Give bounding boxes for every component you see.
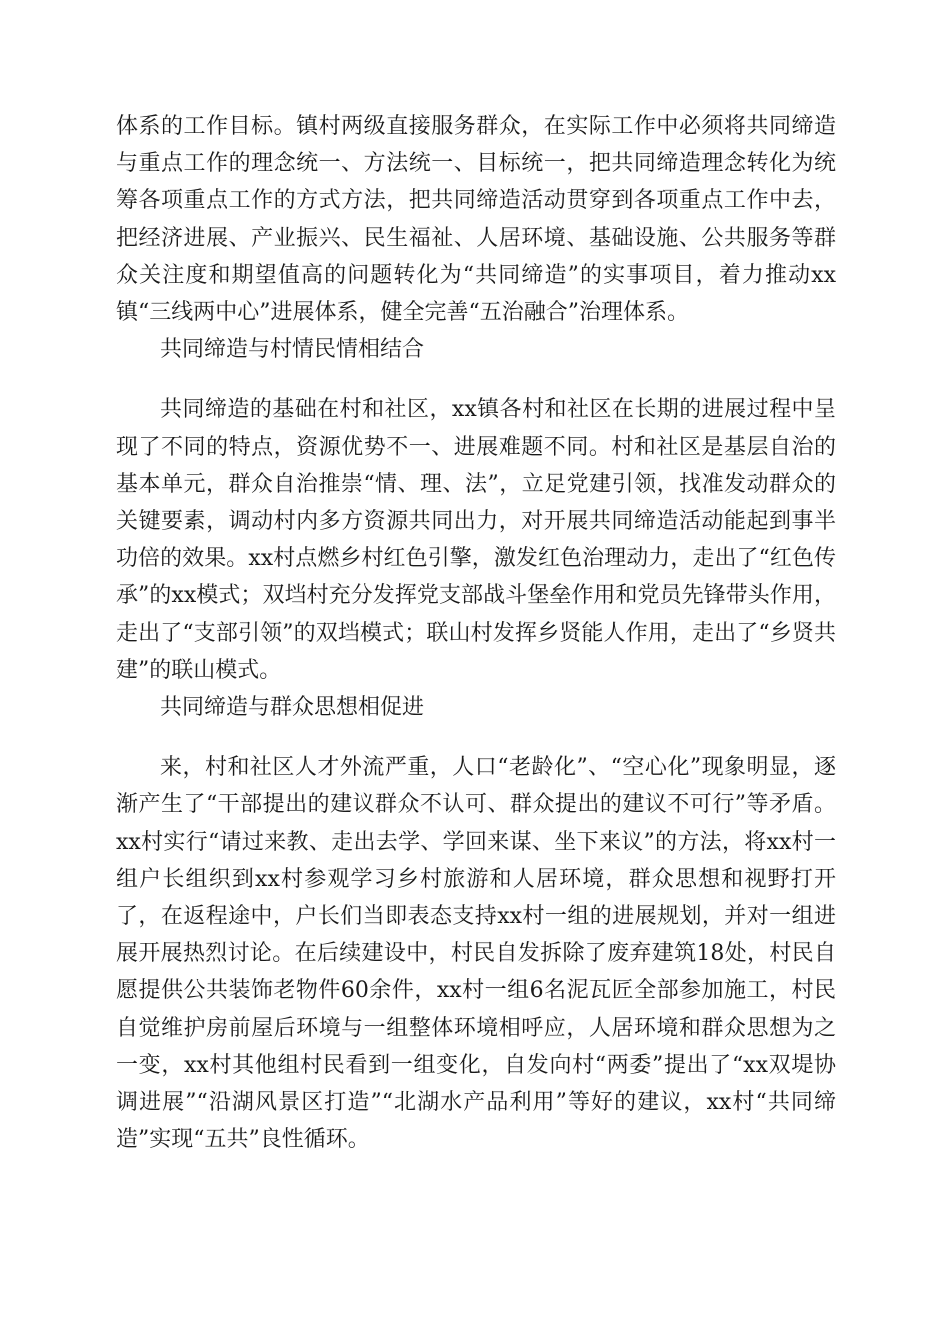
- body-paragraph: 体系的工作目标。镇村两级直接服务群众，在实际工作中必须将共同缔造与重点工作的理念统一、方法统一、目标统一，把共同缔造理念转化为统筹各项重点工作的方式方法，把共同缔造活动贯穿到各项重点工作中去，把经济进展、产业振兴、民生福祉、人居环境、基础设施、公共服务等群众关注度和期望值高的问题转化为“共同缔造”的实事项目，着力推动xx镇“三线两中心”进展体系，健全完善“五治融合”治理体系。: [116, 114, 836, 326]
- section-heading: 共同缔造与村情民情相结合: [160, 337, 425, 363]
- document-body: [116, 108, 836, 1158]
- body-paragraph: 共同缔造的基础在村和社区，xx镇各村和社区在长期的进展过程中呈现了不同的特点，资源优势不一、进展难题不同。村和社区是基层自治的基本单元，群众自治推崇“情、理、法”，立足党建引领，找准发动群众的关键要素，调动村内多方资源共同出力，对开展共同缔造活动能起到事半功倍的效果。xx村点燃乡村红色引擎，激发红色治理动力，走出了“红色传承”的xx模式；双垱村充分发挥党支部战斗堡垒作用和党员先锋带头作用，走出了“支部引领”的双垱模式；联山村发挥乡贤能人作用，走出了“乡贤共建”的联山模式。: [116, 397, 836, 683]
- section-heading: 共同缔造与群众思想相促进: [160, 695, 425, 721]
- body-paragraph: 来，村和社区人才外流严重，人口“老龄化”、“空心化”现象明显，逐渐产生了“干部提出的建议群众不认可、群众提出的建议不可行”等矛盾。xx村实行“请过来教、走出去学、学回来谋、坐下来议”的方法，将xx村一组户长组织到xx村参观学习乡村旅游和人居环境，群众思想和视野打开了，在返程途中，户长们当即表态支持xx村一组的进展规划，并对一组进展开展热烈讨论。在后续建设中，村民自发拆除了废弃建筑18处，村民自愿提供公共装饰老物件60余件，xx村一组6名泥瓦匠全部参加施工，村民自觉维护房前屋后环境与一组整体环境相呼应，人居环境和群众思想为之一变，xx村其他组村民看到一组变化，自发向村“两委”提出了“xx双堤协调进展”“沿湖风景区打造”“北湖水产品利用”等好的建议，xx村“共同缔造”实现“五共”良性循环。: [116, 755, 836, 1153]
